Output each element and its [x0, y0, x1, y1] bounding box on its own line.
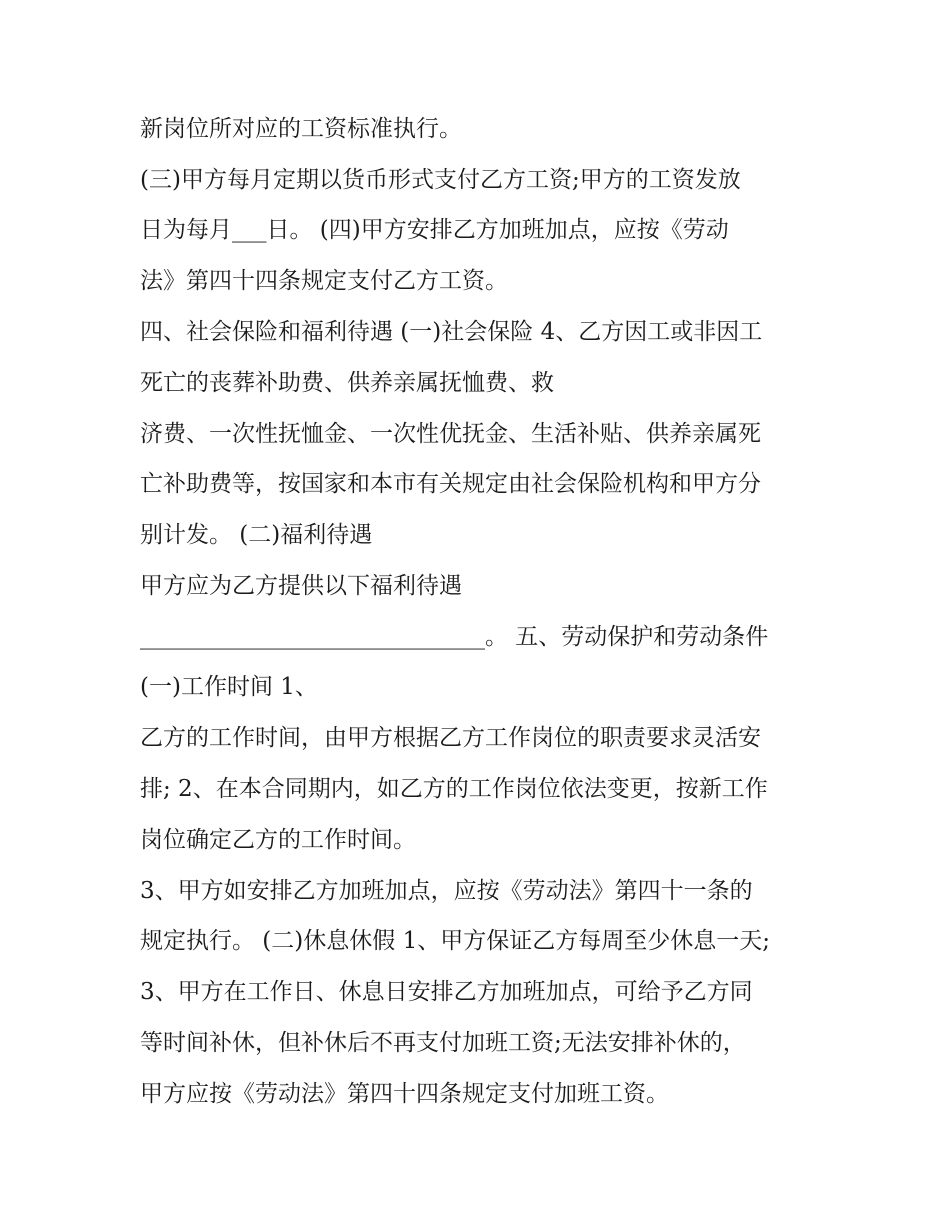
text-line: 排; 2、在本合同期内，如乙方的工作岗位依法变更，按新工作 — [140, 776, 768, 802]
text-line: 3、甲方如安排乙方加班加点，应按《劳动法》第四十一条的 — [140, 878, 753, 904]
text-line: ______________________________。 五、劳动保护和劳动条件 — [140, 624, 769, 650]
text-line: 日为每月___日。 (四)甲方安排乙方加班加点，应按《劳动 — [140, 217, 729, 243]
text-line: (三)甲方每月定期以货币形式支付乙方工资;甲方的工资发放 — [140, 167, 741, 193]
text-line: 规定执行。 (二)休息休假 1、甲方保证乙方每周至少休息一天; — [140, 928, 770, 954]
text-line: 乙方的工作时间，由甲方根据乙方工作岗位的职责要求灵活安 — [140, 725, 761, 751]
text-line: 济费、一次性抚恤金、一次性优抚金、生活补贴、供养亲属死 — [140, 421, 761, 447]
text-line: 甲方应为乙方提供以下福利待遇 — [140, 573, 462, 599]
text-line: 岗位确定乙方的工作时间。 — [140, 827, 416, 853]
text-line: 等时间补休，但补休后不再支付加班工资;无法安排补休的， — [140, 1030, 746, 1056]
text-line: 甲方应按《劳动法》第四十四条规定支付加班工资。 — [140, 1081, 669, 1107]
text-line: 四、社会保险和福利待遇 (一)社会保险 4、乙方因工或非因工 — [140, 319, 763, 345]
text-line: 法》第四十四条规定支付乙方工资。 — [140, 268, 508, 294]
text-line: 3、甲方在工作日、休息日安排乙方加班加点，可给予乙方同 — [140, 979, 753, 1005]
text-line: 别计发。 (二)福利待遇 — [140, 522, 373, 548]
text-line: (一)工作时间 1、 — [140, 674, 318, 700]
text-line: 死亡的丧葬补助费、供养亲属抚恤费、救 — [140, 370, 554, 396]
text-line: 亡补助费等，按国家和本市有关规定由社会保险机构和甲方分 — [140, 471, 761, 497]
text-line: 新岗位所对应的工资标准执行。 — [140, 116, 462, 142]
